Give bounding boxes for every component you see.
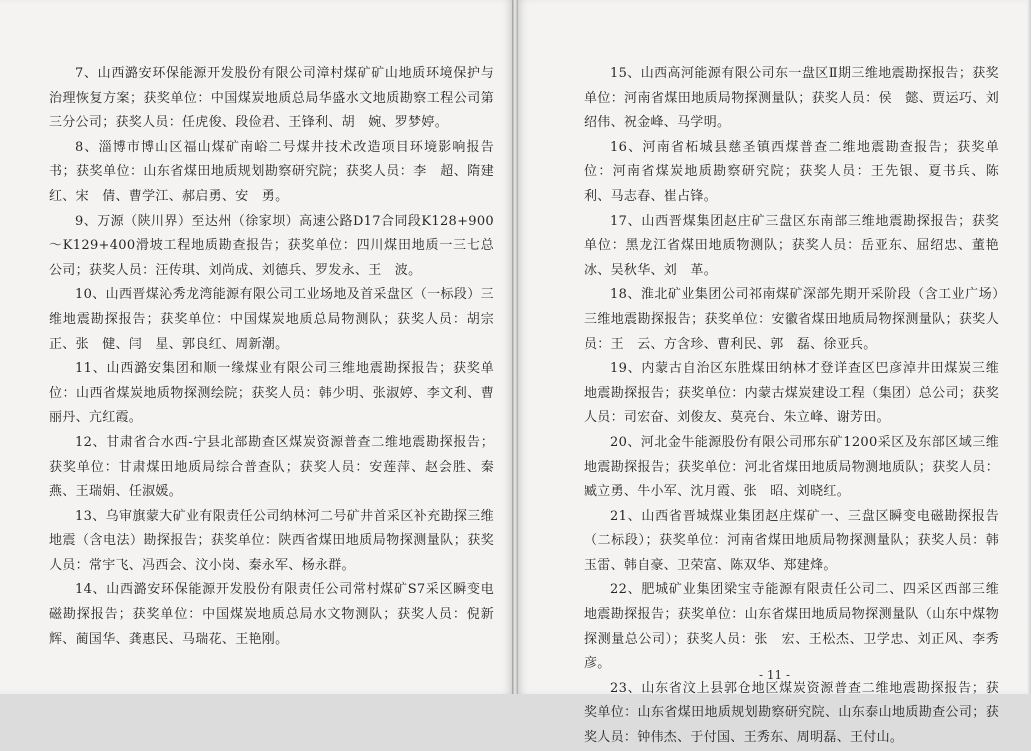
award-item-10: 10、山西晋煤沁秀龙湾能源有限公司工业场地及首采盘区（一标段）三维地震勘探报告；获奖单位：中国煤炭地质总局物测队；获奖人员：胡宗正、张 健、闫 星、郭良红、周新潮。 [49,287,494,352]
right-page [518,0,1031,746]
award-item-22: 22、肥城矿业集团梁宝寺能源有限责任公司二、四采区西部三维地震勘探报告；获奖单位：山东省煤田地质局物探测量队（山东中煤物探测量总公司）；获奖人员：张 宏、王松杰、卫学忠、刘正风、李秀彦。 [584,582,999,672]
award-item-16: 16、河南省柘城县慈圣镇西煤普查二维地震勘查报告；获奖单位：河南省煤炭地质勘察研究院；获奖人员：王先银、夏书兵、陈 利、马志春、崔占锋。 [584,139,1013,204]
award-item-19: 19、内蒙古自治区东胜煤田纳林才登详查区巴彦淖井田煤炭三维地震勘探报告；获奖单位：内蒙古煤炭建设工程（集团）总公司；获奖人员：司宏奋、刘俊友、莫亮台、朱立峰、谢芳田。 [584,361,999,426]
award-item-14: 14、山西潞安环保能源开发股份有限责任公司常村煤矿S7采区瞬变电磁勘探报告；获奖单位：中国煤炭地质总局水文物测队；获奖人员：倪新辉、蔺国华、龚惠民、马瑞花、王艳刚。 [49,582,494,647]
page-number: - 11 - [758,668,790,682]
award-item-18: 18、淮北矿业集团公司祁南煤矿深部先期开采阶段（含工业广场）三维地震勘探报告；获奖单位：安徽省煤田地质局物探测量队；获奖人员：王 云、方含珍、曹利民、郭 磊、徐亚兵。 [584,287,999,352]
left-page [0,0,512,694]
award-item-21: 21、山西省晋城煤业集团赵庄煤矿一、三盘区瞬变电磁勘探报告（二标段）；获奖单位：河南省煤田地质局物探测量队；获奖人员：韩玉雷、韩自豪、卫荣富、陈双华、郑建烽。 [584,508,999,573]
award-item-15: 15、山西高河能源有限公司东一盘区Ⅱ期三维地震勘探报告；获奖单位：河南省煤田地质局物探测量队；获奖人员：侯 懿、贾运巧、刘绍伟、祝金峰、马学明。 [584,66,999,131]
award-item-13: 13、乌审旗蒙大矿业有限责任公司纳林河二号矿井首采区补充勘探三维地震（含电法）勘探报告；获奖单位：陕西省煤田地质局物探测量队；获奖人员：常宇飞、冯西会、汶小岗、秦永军、杨永群。 [49,508,494,573]
award-item-9: 9、万源（陕川界）至达州（徐家坝）高速公路D17合同段K128+900～K129+400滑坡工程地质勘查报告；获奖单位：四川煤田地质一三七总公司；获奖人员：汪传琪、刘尚成、刘德兵、罗发永、王 波。 [49,213,494,278]
award-item-11: 11、山西潞安集团和顺一缘煤业有限公司三维地震勘探报告；获奖单位：山西省煤炭地质物探测绘院；获奖人员：韩少明、张淑婷、李文利、曹丽丹、亢红霞。 [49,361,494,426]
award-item-23: 23、山东省汶上县郭仓地区煤炭资源普查二维地震勘探报告；获奖单位：山东省煤田地质规划勘察研究院、山东泰山地质勘查公司；获奖人员：钟伟杰、于付国、王秀东、周明磊、王付山。 [584,680,999,746]
award-item-8: 8、淄博市博山区福山煤矿南峪二号煤井技术改造项目环境影响报告书；获奖单位：山东省煤田地质规划勘察研究院；获奖人员：李 超、隋建红、宋 倩、曹学江、郝启勇、安 勇。 [49,139,494,204]
award-item-17: 17、山西晋煤集团赵庄矿三盘区东南部三维地震勘探报告；获奖单位：黑龙江省煤田地质物测队；获奖人员：岳亚东、屈绍忠、董艳冰、吴秋华、刘 革。 [584,213,999,278]
award-item-20: 20、河北金牛能源股份有限公司邢东矿1200采区及东部区域三维地震勘探报告；获奖单位：河北省煤田地质局物测地质队；获奖人员：臧立勇、牛小军、沈月霞、张 昭、刘晓红。 [584,434,999,500]
page-edge-shadow [1027,0,1031,694]
award-item-12: 12、甘肃省合水西-宁县北部勘查区煤炭资源普查二维地震勘探报告；获奖单位：甘肃煤田地质局综合普查队；获奖人员：安莲萍、赵会胜、秦 燕、王瑞娟、任淑媛。 [49,434,508,500]
award-item-7: 7、山西潞安环保能源开发股份有限公司漳村煤矿矿山地质环境保护与治理恢复方案；获奖单位：中国煤炭地质总局华盛水文地质勘察工程公司第三分公司；获奖人员：任虎俊、段俭君、王锋利、胡 婉、罗梦婷。 [49,66,494,131]
